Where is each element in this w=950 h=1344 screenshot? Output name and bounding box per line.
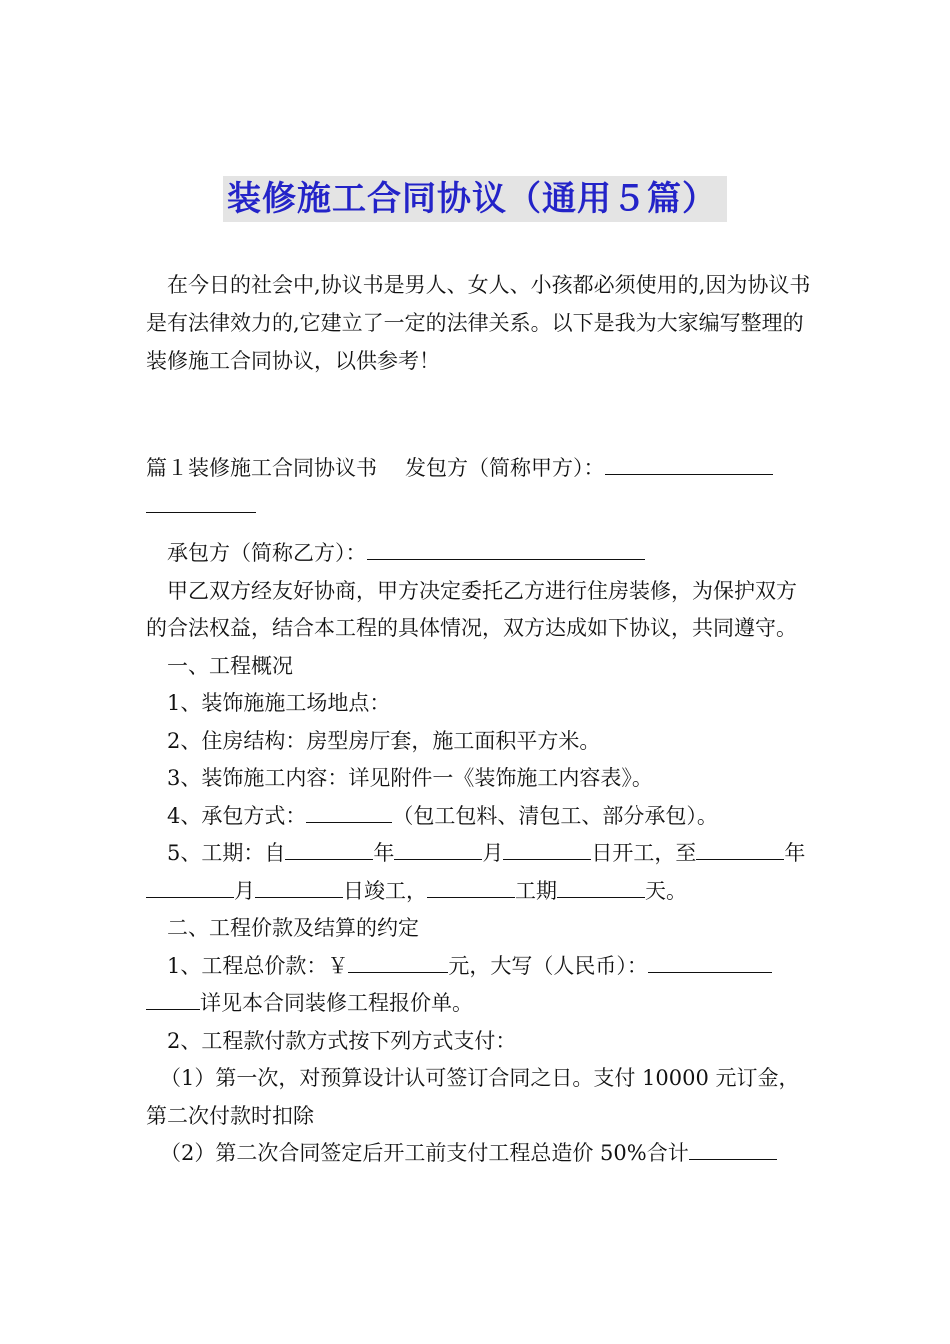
blank: [427, 875, 515, 898]
payment-1: （1）第一次，对预算设计认可签订合同之日。支付 10000 元订金，第二次付款时扣除: [146, 1066, 800, 1128]
item-1: 1、装饰施施工场地点：: [167, 691, 391, 715]
party-a-blank-cont: [146, 490, 256, 513]
blank: [146, 875, 234, 898]
chapter-1-heading: 一、工程概况: [167, 653, 293, 678]
item-3: 3、装饰施工内容：详见附件一《装饰施工内容表》。: [167, 766, 653, 790]
intro-paragraph: 在今日的社会中,协议书是男人、女人、小孩都必须使用的,因为协议书是有法律效力的,它建立了一定的法律关系。以下是我为大家编写整理的装修施工合同协议，以供参考！: [146, 273, 811, 373]
item-5-label: 5、工期：自: [167, 841, 286, 865]
year-label: 年: [784, 841, 806, 865]
party-b-blank: [367, 537, 645, 560]
party-b-label: 承包方（简称乙方）：: [167, 541, 367, 565]
price-note: 详见本合同装修工程报价单。: [200, 991, 473, 1015]
item-4-label: 4、承包方式：: [167, 803, 307, 828]
item-4-options: （包工包料、清包工、部分承包）。: [392, 803, 718, 828]
year-label: 年: [373, 841, 395, 865]
start-label: 日开工，至: [591, 841, 697, 865]
blank: [557, 875, 645, 898]
blank: [696, 837, 784, 860]
blank: [255, 875, 343, 898]
intro-section: [146, 266, 811, 380]
price-label: 1、工程总价款：￥: [167, 953, 349, 978]
payment-intro: 2、工程款付款方式按下列方式支付：: [167, 1028, 517, 1053]
blank: [503, 837, 591, 860]
contract-body: [146, 450, 811, 1173]
section-heading: 篇１装修施工合同协议书: [146, 456, 377, 480]
payment-2: [146, 1135, 811, 1173]
party-a-blank: [605, 452, 773, 475]
price-line: [146, 948, 811, 1023]
preamble-paragraph: 甲乙双方经友好协商，甲方决定委托乙方进行住房装修，为保护双方的合法权益，结合本工程的具体情况，双方达成如下协议，共同遵守。: [146, 578, 797, 640]
blank: [394, 837, 482, 860]
party-a-line: [146, 450, 811, 525]
item-4: [146, 798, 811, 836]
item-2: 2、住房结构：房型房厅套，施工面积平方米。: [167, 728, 601, 753]
blank: [285, 837, 373, 860]
payment-2-blank: [689, 1137, 777, 1160]
party-b-line: [146, 535, 811, 573]
days-label: 天。: [645, 878, 687, 903]
month-label: 月: [482, 841, 504, 865]
price-words-blank-cont: [146, 987, 200, 1010]
month-label: 月: [234, 878, 255, 903]
chapter-2-heading: 二、工程价款及结算的约定: [167, 916, 419, 940]
price-blank: [348, 950, 448, 973]
price-words-label: 元，大写（人民币）：: [448, 953, 648, 978]
party-a-label: 发包方（简称甲方）：: [405, 456, 605, 480]
document-title: 装修施工合同协议（通用５篇）: [223, 176, 727, 222]
period-label: 工期: [515, 878, 557, 903]
payment-2-text: （2）第二次合同签定后开工前支付工程总造价 50%合计: [160, 1141, 689, 1165]
item-4-blank: [306, 800, 392, 823]
item-5: [146, 835, 811, 910]
completion-label: 日竣工，: [343, 878, 427, 903]
title-container: [0, 176, 950, 222]
price-words-blank: [648, 950, 772, 973]
